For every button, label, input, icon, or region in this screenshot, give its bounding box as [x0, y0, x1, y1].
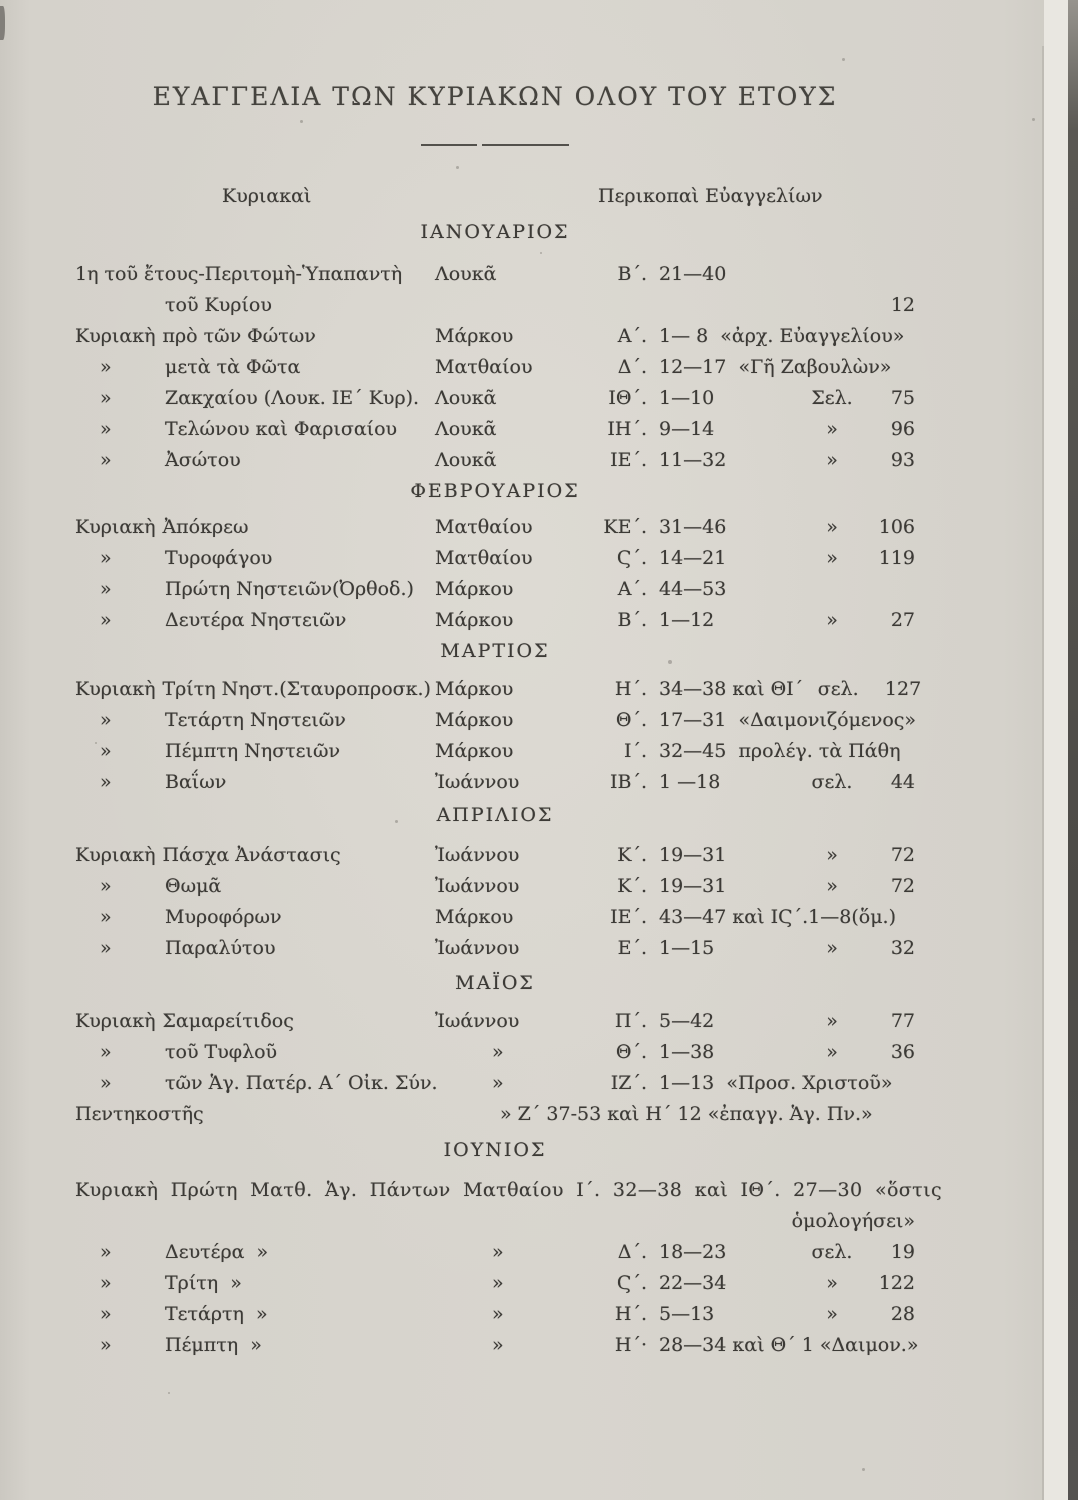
month-sections	[75, 217, 942, 1361]
month-heading: ΙΑΝΟΥΑΡΙΟΣ	[420, 221, 570, 243]
page-label-cell: »	[826, 1010, 838, 1032]
sunday-name-cell	[75, 767, 435, 798]
sunday-name: Δευτέρα »	[165, 1241, 269, 1263]
page-label-cell: »	[826, 875, 838, 897]
evangelist-cell: Ἰωάννου	[435, 937, 520, 959]
sunday-name: τῶν Ἁγ. Πατέρ. Α΄ Οἰκ. Σύν.	[165, 1072, 438, 1094]
verses-cell	[647, 933, 797, 964]
verse-range: 18—23	[659, 1241, 727, 1263]
verses-cell	[647, 736, 900, 767]
evangelist-cell: Μάρκου	[435, 609, 514, 631]
page-label-cell: Σελ.	[811, 387, 853, 409]
ditto-mark: »	[100, 906, 112, 928]
table-row	[75, 605, 915, 636]
sunday-name-cell	[75, 321, 435, 352]
evangelist-cell: Ματθαίου	[435, 547, 533, 569]
page-label-cell: »	[826, 449, 838, 471]
evangelist-cell: Ἰωάννου	[435, 844, 520, 866]
verses-cell	[647, 902, 896, 933]
sunday-name-cell	[75, 1299, 435, 1330]
ditto-mark: »	[100, 1241, 112, 1263]
verse-range: 44—53	[659, 578, 727, 600]
table-row	[75, 902, 915, 933]
month-section	[75, 800, 915, 964]
month-rows	[75, 512, 915, 636]
sunday-name-cell	[75, 605, 435, 636]
page-number-cell: 93	[890, 449, 915, 471]
sunday-name-cell	[75, 1268, 435, 1299]
page-label-cell: »	[826, 1041, 838, 1063]
column-header-pericopes: Περικοπαὶ Εὐαγγελίων	[598, 185, 823, 207]
sunday-name: Ἀπόκρεω	[162, 516, 249, 538]
paper-crease	[1042, 46, 1044, 1500]
page-number-cell: 28	[890, 1303, 915, 1325]
evangelist-cell: Μάρκου	[435, 578, 514, 600]
chapter-cell: ΙΘ΄.	[608, 387, 647, 409]
table-row	[75, 445, 915, 476]
page-number-cell: 77	[890, 1010, 915, 1032]
chapter-cell: Η΄.	[614, 1303, 647, 1325]
sunday-prefix: Κυριακὴ	[75, 325, 156, 347]
table-row	[75, 933, 915, 964]
ditto-mark: »	[100, 1072, 112, 1094]
sunday-name: Πέμπτη Νηστειῶν	[165, 740, 341, 762]
sunday-name-cell	[75, 705, 435, 736]
table-row	[75, 512, 915, 543]
sunday-name: Δευτέρα Νηστειῶν	[165, 609, 347, 631]
chapter-cell: Ϛ΄.	[616, 1272, 647, 1294]
evangelist-cell: Λουκᾶ	[435, 263, 497, 285]
reading-note: «Προσ. Χριστοῦ»	[714, 1072, 893, 1094]
sunday-name-cell	[75, 383, 435, 414]
verse-range: 1 —18	[659, 771, 721, 793]
verse-range: 17—31	[659, 709, 727, 731]
page-label-cell: »	[826, 937, 838, 959]
sunday-prefix: Κυριακὴ	[75, 516, 156, 538]
chapter-cell: Δ΄.	[617, 1241, 647, 1263]
table-row-continuation: ὁμολογήσει»	[791, 1210, 915, 1232]
verses-cell	[647, 574, 797, 605]
page-title: ΕΥΑΓΓΕΛΙΑ ΤΩΝ ΚΥΡΙΑΚΩΝ ΟΛΟΥ ΤΟΥ ΕΤΟΥΣ	[152, 82, 838, 111]
verses-cell	[647, 414, 797, 445]
sunday-prefix: Κυριακὴ	[75, 678, 156, 700]
month-section	[75, 1135, 942, 1361]
month-rows	[75, 840, 915, 964]
verse-range: 11—32	[659, 449, 727, 471]
sunday-name-cell	[75, 414, 435, 445]
verse-range: 14—21	[659, 547, 727, 569]
sunday-name-cell	[75, 1006, 435, 1037]
chapter-cell: Ϛ΄.	[616, 547, 647, 569]
ditto-mark: »	[100, 937, 112, 959]
verse-range: 28—34 καὶ Θ΄ 1 «Δαιμον.»	[659, 1334, 919, 1356]
table-row	[75, 705, 915, 736]
verses-cell	[647, 674, 803, 705]
verses-cell	[647, 512, 797, 543]
table-row	[75, 1330, 919, 1361]
verse-range: 1— 8	[659, 325, 709, 347]
sunday-name-cell	[75, 1068, 438, 1099]
sunday-name-cell	[75, 543, 435, 574]
verses-cell	[647, 383, 797, 414]
ditto-mark: »	[100, 740, 112, 762]
evangelist-cell: »	[492, 1041, 504, 1063]
evangelist-cell: »	[492, 1334, 504, 1356]
verses-cell	[647, 1268, 797, 1299]
page-label-cell: »	[826, 1272, 838, 1294]
evangelist-cell: Μάρκου	[435, 325, 514, 347]
chapter-cell: Α΄.	[617, 325, 647, 347]
sunday-prefix: Κυριακὴ	[75, 1010, 156, 1032]
sunday-name-cell	[75, 512, 435, 543]
page-number-cell: 44	[890, 771, 915, 793]
sunday-name: Τρίτη Νηστ.(Σταυροπροσκ.)	[162, 678, 431, 700]
sunday-name: μετὰ τὰ Φῶτα	[165, 356, 301, 378]
sunday-name: Πάσχα Ἀνάστασις	[162, 844, 341, 866]
sunday-prefix: Κυριακὴ	[75, 844, 156, 866]
table-row	[75, 1268, 915, 1299]
evangelist-cell: Λουκᾶ	[435, 387, 497, 409]
page-number-cell: 122	[878, 1272, 915, 1294]
page-label-cell: »	[826, 418, 838, 440]
reading-note: «Δαιμονιζόμενος»	[726, 709, 917, 731]
page-label-cell: »	[826, 547, 838, 569]
table-row	[75, 871, 915, 902]
sunday-name-cell	[75, 1330, 435, 1361]
sunday-name-cell	[75, 352, 435, 383]
ditto-mark: »	[100, 547, 112, 569]
page-number-cell: 119	[878, 547, 915, 569]
sunday-name-line2: τοῦ Κυρίου	[165, 294, 272, 316]
scan-right-paper-edge	[1044, 0, 1068, 1500]
ditto-mark: »	[100, 387, 112, 409]
sunday-name: 1η τοῦ ἔτους-Περιτομὴ-Ὑπαπαντὴ	[75, 263, 403, 285]
page-label-cell: σελ.	[811, 1241, 853, 1263]
table-row	[75, 352, 915, 383]
chapter-cell: Π΄.	[614, 1010, 647, 1032]
sunday-name-cell	[75, 1037, 435, 1068]
paper-speck	[862, 1468, 865, 1471]
ditto-mark: »	[100, 578, 112, 600]
evangelist-cell: Ἰωάννου	[435, 771, 520, 793]
verses-cell	[647, 445, 797, 476]
verses-cell	[647, 767, 797, 798]
evangelist-cell: Ματθαίου	[435, 356, 533, 378]
verses-cell	[647, 1006, 797, 1037]
reference-text: » Ζ΄ 37-53 καὶ Η΄ 12 «ἐπαγγ. Ἁγ. Πν.»	[500, 1103, 873, 1125]
verse-range: 1—38	[659, 1041, 715, 1063]
chapter-cell: ΙΗ΄.	[607, 418, 647, 440]
sunday-name: Ἀσώτου	[165, 449, 241, 471]
month-heading: ΙΟΥΝΙΟΣ	[443, 1139, 547, 1161]
evangelist-cell: »	[492, 1072, 504, 1094]
chapter-cell: Η΄.	[614, 678, 647, 700]
chapter-cell: Θ΄.	[615, 709, 647, 731]
verses-cell	[647, 1299, 797, 1330]
ditto-mark: »	[100, 1272, 112, 1294]
verse-range: 19—31	[659, 875, 727, 897]
chapter-cell: Α΄.	[617, 578, 647, 600]
sunday-name: πρὸ τῶν Φώτων	[162, 325, 316, 347]
chapter-cell: Β΄.	[617, 263, 647, 285]
month-rows	[75, 1006, 915, 1130]
month-section	[75, 968, 915, 1130]
verse-range: 22—34	[659, 1272, 727, 1294]
evangelist-cell: Μάρκου	[435, 740, 514, 762]
table-row	[75, 1006, 915, 1037]
evangelist-cell: Ἰωάννου	[435, 875, 520, 897]
month-section	[75, 636, 922, 798]
chapter-cell: ΙΖ΄.	[610, 1072, 647, 1094]
sunday-name-cell	[75, 259, 435, 290]
page-label-cell: »	[826, 516, 838, 538]
month-heading: ΜΑΪΟΣ	[455, 972, 535, 994]
sunday-name-cell	[75, 445, 435, 476]
month-heading: ΜΑΡΤΙΟΣ	[440, 640, 550, 662]
page-label-cell: σελ.	[811, 771, 853, 793]
evangelist-cell: »	[492, 1303, 504, 1325]
table-row	[75, 543, 915, 574]
reading-note: «Γῆ Ζαβουλὼν»	[726, 356, 892, 378]
verse-range: 19—31	[659, 844, 727, 866]
paper-speck	[1032, 118, 1035, 121]
page-number-cell: 36	[890, 1041, 915, 1063]
evangelist-cell: Μάρκου	[435, 678, 514, 700]
table-row	[75, 321, 915, 352]
verse-range: 1—15	[659, 937, 715, 959]
chapter-cell: Ε΄.	[617, 937, 647, 959]
sunday-name-cell	[75, 674, 435, 705]
table-row	[75, 1099, 915, 1130]
table-row	[75, 1299, 915, 1330]
table-row	[75, 767, 915, 798]
page-number-cell: 106	[878, 516, 915, 538]
verses-cell	[647, 259, 797, 290]
table-row	[75, 574, 915, 605]
month-rows	[75, 1175, 942, 1361]
page-number-cell: 72	[890, 844, 915, 866]
sunday-name: Σαμαρείτιδος	[162, 1010, 294, 1032]
verse-range: 31—46	[659, 516, 727, 538]
sunday-name-cell	[75, 871, 435, 902]
chapter-cell: Δ΄.	[617, 356, 647, 378]
evangelist-cell: »	[492, 1241, 504, 1263]
verse-range: 5—13	[659, 1303, 715, 1325]
chapter-cell: ΙΕ΄.	[610, 449, 647, 471]
title-divider	[421, 144, 569, 147]
chapter-cell: Β΄.	[617, 609, 647, 631]
table-row	[75, 1068, 915, 1099]
chapter-cell: Η΄·	[614, 1334, 647, 1356]
chapter-cell: Ι΄.	[623, 740, 647, 762]
reading-note: «ἀρχ. Εὐαγγελίου»	[708, 325, 905, 347]
page-number-cell: 72	[890, 875, 915, 897]
verses-cell	[647, 1037, 797, 1068]
verse-range: 34—38 καὶ ΘΙ΄	[659, 678, 804, 700]
sunday-name: Πέμπτη »	[165, 1334, 262, 1356]
evangelist-cell: »	[492, 1272, 504, 1294]
sunday-name: Τετάρτη »	[165, 1303, 268, 1325]
month-heading: ΑΠΡΙΛΙΟΣ	[436, 804, 554, 826]
table-row	[75, 414, 915, 445]
ditto-mark: »	[100, 418, 112, 440]
table-row	[75, 259, 915, 290]
sunday-name: Βαΐων	[165, 771, 227, 793]
verse-range: 1—13	[659, 1072, 715, 1094]
verses-cell	[647, 543, 797, 574]
verse-range: 5—42	[659, 1010, 715, 1032]
verse-range: 1—12	[659, 609, 715, 631]
verse-range: 1—10	[659, 387, 715, 409]
month-rows	[75, 259, 915, 476]
scan-left-mark	[0, 6, 5, 40]
sunday-name: τοῦ Τυφλοῦ	[165, 1041, 278, 1063]
ditto-mark: »	[100, 771, 112, 793]
sunday-name: Τελώνου καὶ Φαρισαίου	[165, 418, 398, 440]
page-number-cell: 96	[890, 418, 915, 440]
chapter-cell: ΙΕ΄.	[610, 906, 647, 928]
month-heading: ΦΕΒΡΟΥΑΡΙΟΣ	[410, 480, 580, 502]
verses-cell	[647, 1237, 797, 1268]
verse-range: 21—40	[659, 263, 727, 285]
verses-cell	[647, 840, 797, 871]
page-label-cell: σελ.	[817, 678, 859, 700]
sunday-name-cell	[75, 902, 435, 933]
verses-cell	[647, 352, 891, 383]
sunday-name: Ζακχαίου (Λουκ. ΙΕ΄ Κυρ).	[165, 387, 420, 409]
page-label-cell: »	[826, 609, 838, 631]
table-row	[75, 840, 915, 871]
verse-range: 43—47 καὶ ΙϚ΄.1—8(ὅμ.)	[659, 906, 896, 928]
page-label-cell: »	[826, 844, 838, 866]
evangelist-cell: Μάρκου	[435, 709, 514, 731]
ditto-mark: »	[100, 1334, 112, 1356]
sunday-name-cell	[75, 840, 435, 871]
sunday-name-cell	[75, 1237, 435, 1268]
chapter-cell: Κ΄.	[617, 844, 647, 866]
verses-cell	[647, 1068, 892, 1099]
page-number-cell: 27	[890, 609, 915, 631]
table-row	[75, 1037, 915, 1068]
sunday-name-cell	[75, 736, 435, 767]
verses-cell	[647, 705, 916, 736]
verses-cell	[647, 605, 797, 636]
ditto-mark: »	[100, 1303, 112, 1325]
month-section	[75, 476, 915, 636]
month-rows	[75, 674, 922, 798]
chapter-cell: ΙΒ΄.	[609, 771, 647, 793]
ditto-mark: »	[100, 1041, 112, 1063]
table-row	[75, 674, 922, 705]
sunday-name: Πεντηκοστῆς	[75, 1103, 204, 1125]
page-content	[75, 0, 942, 1361]
table-row	[75, 1237, 915, 1268]
sunday-name-cell	[75, 290, 435, 321]
sunday-name: Μυροφόρων	[165, 906, 282, 928]
page-number-cell: 32	[890, 937, 915, 959]
ditto-mark: »	[100, 709, 112, 731]
evangelist-cell: Ματθαίου	[435, 516, 533, 538]
page-number-cell: 19	[890, 1241, 915, 1263]
evangelist-cell: Λουκᾶ	[435, 418, 497, 440]
verse-range: 12—17	[659, 356, 727, 378]
page-number-cell: 75	[890, 387, 915, 409]
column-headers	[75, 185, 915, 215]
sunday-name: Τυροφάγου	[165, 547, 273, 569]
table-row	[75, 736, 915, 767]
page-label-cell: »	[826, 1303, 838, 1325]
column-header-sundays: Κυριακαὶ	[222, 185, 312, 207]
page-number-cell: 12	[890, 294, 915, 316]
sunday-name-cell	[75, 933, 435, 964]
verse-range: 9—14	[659, 418, 715, 440]
sunday-name-cell	[75, 1099, 435, 1130]
ditto-mark: »	[100, 356, 112, 378]
paper-speck	[168, 1392, 170, 1394]
chapter-cell: Κ΄.	[617, 875, 647, 897]
table-row-continuation	[75, 290, 915, 321]
table-row	[75, 383, 915, 414]
sunday-name: Πρώτη Νηστειῶν(Ὀρθοδ.)	[165, 578, 414, 600]
verses-cell	[647, 321, 904, 352]
chapter-cell: ΚΕ΄.	[603, 516, 647, 538]
sunday-name: Τρίτη »	[165, 1272, 242, 1294]
verse-range: 32—45	[659, 740, 727, 762]
month-section	[75, 217, 915, 476]
ditto-mark: »	[100, 875, 112, 897]
sunday-name: Παραλύτου	[165, 937, 276, 959]
evangelist-cell: Ἰωάννου	[435, 1010, 520, 1032]
evangelist-cell: Μάρκου	[435, 906, 514, 928]
page-number-cell: 127	[884, 678, 922, 700]
scan-right-dark-edge	[1068, 0, 1078, 1500]
table-row: Κυριακὴ Πρώτη Ματθ. Ἁγ. Πάντων Ματθαίου Ι΄. 32—38 καὶ ΙΘ΄. 27—30 «ὅστις	[75, 1179, 942, 1201]
verses-cell	[647, 871, 797, 902]
sunday-name: Τετάρτη Νηστειῶν	[165, 709, 346, 731]
reading-note: προλέγ. τὰ Πάθη	[726, 740, 901, 762]
chapter-cell: Θ΄.	[615, 1041, 647, 1063]
sunday-name-cell	[75, 574, 435, 605]
sunday-name: Θωμᾶ	[165, 875, 222, 897]
ditto-mark: »	[100, 449, 112, 471]
evangelist-cell: Λουκᾶ	[435, 449, 497, 471]
verses-cell	[647, 1330, 918, 1361]
ditto-mark: »	[100, 609, 112, 631]
